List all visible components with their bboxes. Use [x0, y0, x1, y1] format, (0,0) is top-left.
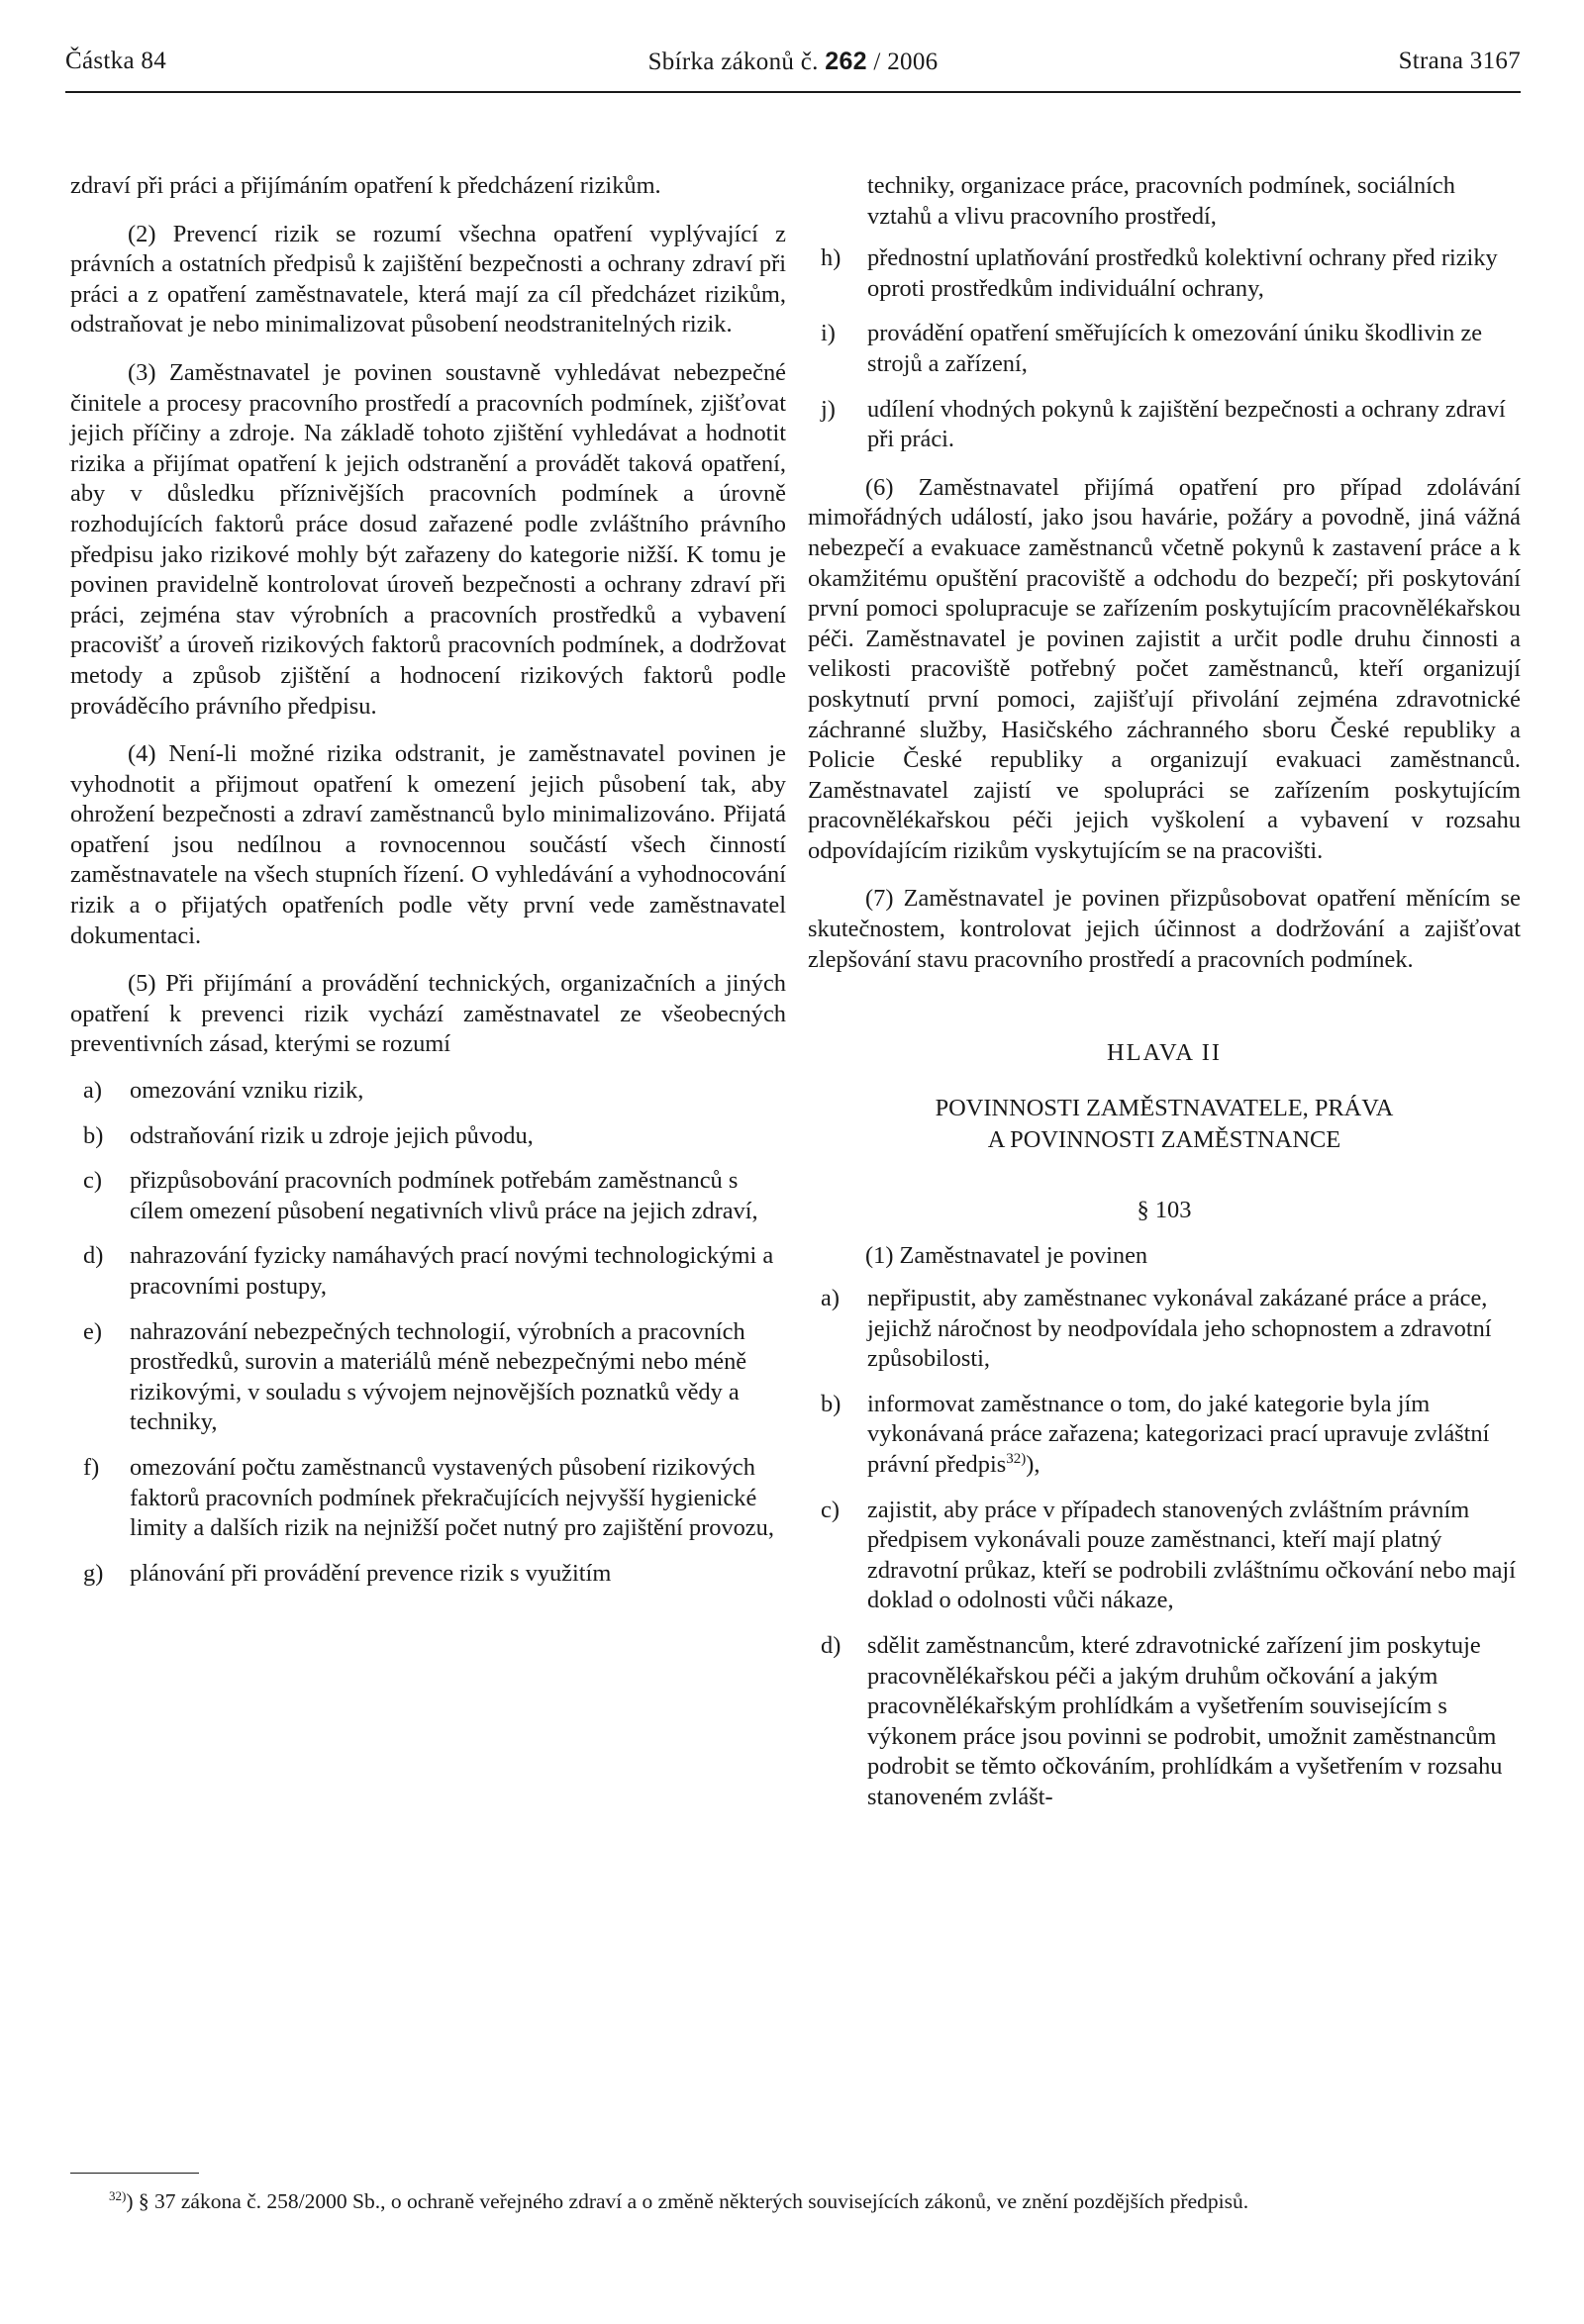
part-title-line-1: POVINNOSTI ZAMĚSTNAVATELE, PRÁVA: [935, 1094, 1394, 1121]
list-item: [70, 1317, 786, 1438]
list-text: odstraňování rizik u zdroje jejich původu,: [130, 1121, 534, 1149]
page-header: [65, 48, 1521, 91]
list-marker: a): [821, 1285, 840, 1312]
list-marker: c): [821, 1496, 840, 1523]
list-item: [808, 1390, 1521, 1481]
paragraph-4: (4) Není-li možné rizika odstranit, je zaměstnavatel povinen je vyhodnotit a přijmout opatření k omezení jejich působení tak, aby ohrožení bezpečnosti a zdraví zaměstnanců bylo minimalizováno. Přijatá opatření jsou nedílnou a rovnocennou součástí všech činností zaměstnavatele na všech stupních řízení. O vyhledávání a vyhodnocování rizik a o přijatých opatřeních podle věty první vede zaměstnavatel dokumentaci.: [70, 740, 786, 949]
section-paragraph-1: (1) Zaměstnavatel je povinen: [865, 1242, 1148, 1270]
list-text: nepřipustit, aby zaměstnanec vykonával zakázané práce a práce, jejichž náročnost by neodpovídala jeho schopnostem a zdravotní způsobilosti,: [867, 1285, 1492, 1373]
list-item: [70, 1241, 786, 1302]
list-marker: e): [83, 1317, 102, 1345]
part-title: [808, 1093, 1521, 1156]
footnote-marker: 32): [109, 2187, 127, 2203]
footnote: [109, 2187, 1521, 2215]
list-marker: d): [821, 1631, 842, 1659]
list-text: provádění opatření směřujících k omezování úniku škodlivin ze strojů a zařízení,: [867, 320, 1483, 377]
header-law-number: 262: [825, 48, 867, 75]
list-item: [70, 1121, 786, 1152]
paragraph-5: (5) Při přijímání a provádění technických, organizačních a jiných opatření k prevenci rizik vychází zaměstnavatel ze všeobecných preventivních zásad, kterými se rozumí: [70, 970, 786, 1058]
list-item: [808, 243, 1521, 304]
list-text: plánování při provádění prevence rizik s využitím: [130, 1559, 612, 1587]
paragraph-2: (2) Prevencí rizik se rozumí všechna opatření vyplývající z právních a ostatních předpisů k zajištění bezpečnosti a ochrany zdraví při práci a z opatření zaměstnavatele, která mají za cíl předcházet rizikům, odstraňovat je nebo minimalizovat působení neodstranitelných rizik.: [70, 220, 786, 339]
list-item: [808, 395, 1521, 455]
list-marker: a): [83, 1077, 102, 1105]
list-item: [70, 1076, 786, 1107]
list-item: [808, 1496, 1521, 1616]
header-title-pre: Sbírka zákonů č.: [647, 48, 826, 75]
list-text: sdělit zaměstnancům, které zdravotnické zařízení jim poskytuje pracovnělékařskou péči a jakým druhům očkování a jakým pracovnělékařským prohlídkám a vyšetřením souvisejícím s výkonem práce jsou povinni se podrobit, umožnit zaměstnancům podrobit se těmto očkováním, prohlídkám a vyšetřením v rozsahu stanoveném zvlášt-: [867, 1631, 1503, 1810]
list-marker: c): [83, 1167, 102, 1195]
left-column: [70, 171, 786, 1603]
list-marker: b): [83, 1121, 104, 1149]
header-part-number: Částka 84: [65, 48, 166, 74]
footnote-text: ) § 37 zákona č. 258/2000 Sb., o ochraně veřejného zdraví a o změně některých souvisejících zákonů, ve znění pozdějších předpisů.: [126, 2189, 1249, 2213]
header-title-post: / 2006: [866, 48, 939, 75]
list-text: techniky, organizace práce, pracovních podmínek, sociálních vztahů a vlivu pracovního prostředí,: [867, 172, 1455, 230]
list-text-end: ),: [1026, 1451, 1040, 1478]
list-text-main: informovat zaměstnance o tom, do jaké kategorie byla jím vykonávaná práce zařazena; kategorizaci prací upravuje zvláštní právní předpis: [867, 1390, 1490, 1478]
list-marker: f): [83, 1453, 100, 1481]
header-page-number: Strana 3167: [1398, 48, 1521, 74]
list-text: přednostní uplatňování prostředků kolektivní ochrany před riziky oproti prostředkům individuální ochrany,: [867, 244, 1498, 302]
list-item: [808, 1284, 1521, 1375]
list-item-continued: [808, 171, 1521, 232]
paragraph-7: (7) Zaměstnavatel je povinen přizpůsobovat opatření měnícím se skutečnostem, kontrolovat jejich účinnost a dodržování a zajišťovat zlepšování stavu pracovního prostředí a pracovních podmínek.: [808, 885, 1521, 973]
paragraph-continued: zdraví při práci a přijímáním opatření k předcházení rizikům.: [70, 172, 661, 199]
header-rule: [65, 91, 1521, 93]
part-title-line-2: A POVINNOSTI ZAMĚSTNANCE: [987, 1125, 1341, 1153]
list-text: nahrazování nebezpečných technologií, výrobních a pracovních prostředků, surovin a materiálů méně nebezpečnými nebo méně rizikovými, v souladu s vývojem nejnovějších poznatků vědy a techniky,: [130, 1317, 747, 1436]
list-marker: b): [821, 1390, 842, 1417]
footnote-reference[interactable]: 32): [1006, 1450, 1027, 1467]
header-collection-title: [65, 48, 1521, 76]
list-marker: g): [83, 1559, 104, 1587]
list-text: omezování počtu zaměstnanců vystavených působení rizikových faktorů pracovních podmínek překračujících nejvyšší hygienické limity a dalších rizik na nejnižší počet nutný pro zajištění provozu,: [130, 1453, 774, 1542]
list-item: [808, 1631, 1521, 1813]
list-marker: h): [821, 244, 842, 272]
list-item: [70, 1453, 786, 1544]
list-text: omezování vzniku rizik,: [130, 1077, 364, 1105]
list-marker: j): [821, 395, 836, 423]
section-number: § 103: [1137, 1196, 1192, 1223]
list-text: udílení vhodných pokynů k zajištění bezpečnosti a ochrany zdraví při práci.: [867, 395, 1506, 453]
list-marker: i): [821, 320, 836, 347]
list-text: [867, 1390, 1521, 1481]
list-text: zajistit, aby práce v případech stanovených zvláštním právním předpisem vykonávali pouze zaměstnanci, kteří mají platný zdravotní průkaz, kteří se podrobili zvláštnímu očkování nebo mají doklad o odolnosti vůči nákaze,: [867, 1496, 1516, 1614]
footnote-rule: [70, 2173, 199, 2174]
part-heading: HLAVA II: [1106, 1039, 1223, 1067]
paragraph-3: (3) Zaměstnavatel je povinen soustavně vyhledávat nebezpečné činitele a procesy pracovního prostředí a pracovních podmínek, zjišťovat jejich příčiny a zdroje. Na základě tohoto zjištění vyhledávat a hodnotit rizika a přijímat opatření k jejich odstranění a provádět taková opatření, aby v důsledku příznivějších pracovních podmínek a úrovně rozhodujících faktorů práce dosud zařazené podle zvláštního právního předpisu jako rizikové mohly být zařazeny do kategorie nižší. K tomu je povinen pravidelně kontrolovat úroveň bezpečnosti a ochrany zdraví při práci, zejména stav výrobních a pracovních prostředků a vybavení pracovišť a úroveň rizikových faktorů pracovních podmínek, a dodržovat metody a způsob zjištění a hodnocení rizikových faktorů podle prováděcího právního předpisu.: [70, 358, 786, 720]
list-item: [808, 319, 1521, 379]
list-item: [70, 1559, 786, 1590]
list-text: přizpůsobování pracovních podmínek potřebám zaměstnanců s cílem omezení působení negativních vlivů práce na jejich zdraví,: [130, 1167, 758, 1224]
list-text: nahrazování fyzicky namáhavých prací novými technologickými a pracovními postupy,: [130, 1242, 774, 1300]
list-marker: d): [83, 1242, 104, 1270]
paragraph-6: (6) Zaměstnavatel přijímá opatření pro případ zdolávání mimořádných událostí, jako jsou havárie, požáry a povodně, jiná vážná nebezpečí a evakuace zaměstnanců včetně pokynů k zastavení práce a k okamžitému opuštění pracoviště a odchodu do bezpečí; při poskytování první pomoci spolupracuje se zařízením poskytujícím pracovnělékařskou péči. Zaměstnavatel je povinen zajistit a určit podle druhu činnosti a velikosti pracoviště potřebný počet zaměstnanců, kteří organizují poskytnutí první pomoci, zajišťují přivolání zejména zdravotnické záchranné služby, Hasičského záchranného sboru České republiky a Policie České republiky a organizují evakuaci zaměstnanců. Zaměstnavatel zajistí ve spolupráci se zařízením poskytujícím pracovnělékařskou péči jejich vyškolení a vybavení v rozsahu odpovídajícím rizikům vyskytujícím se na pracovišti.: [808, 473, 1521, 864]
list-marker-empty: [808, 171, 867, 232]
list-item: [70, 1166, 786, 1226]
right-column: [808, 171, 1521, 1828]
